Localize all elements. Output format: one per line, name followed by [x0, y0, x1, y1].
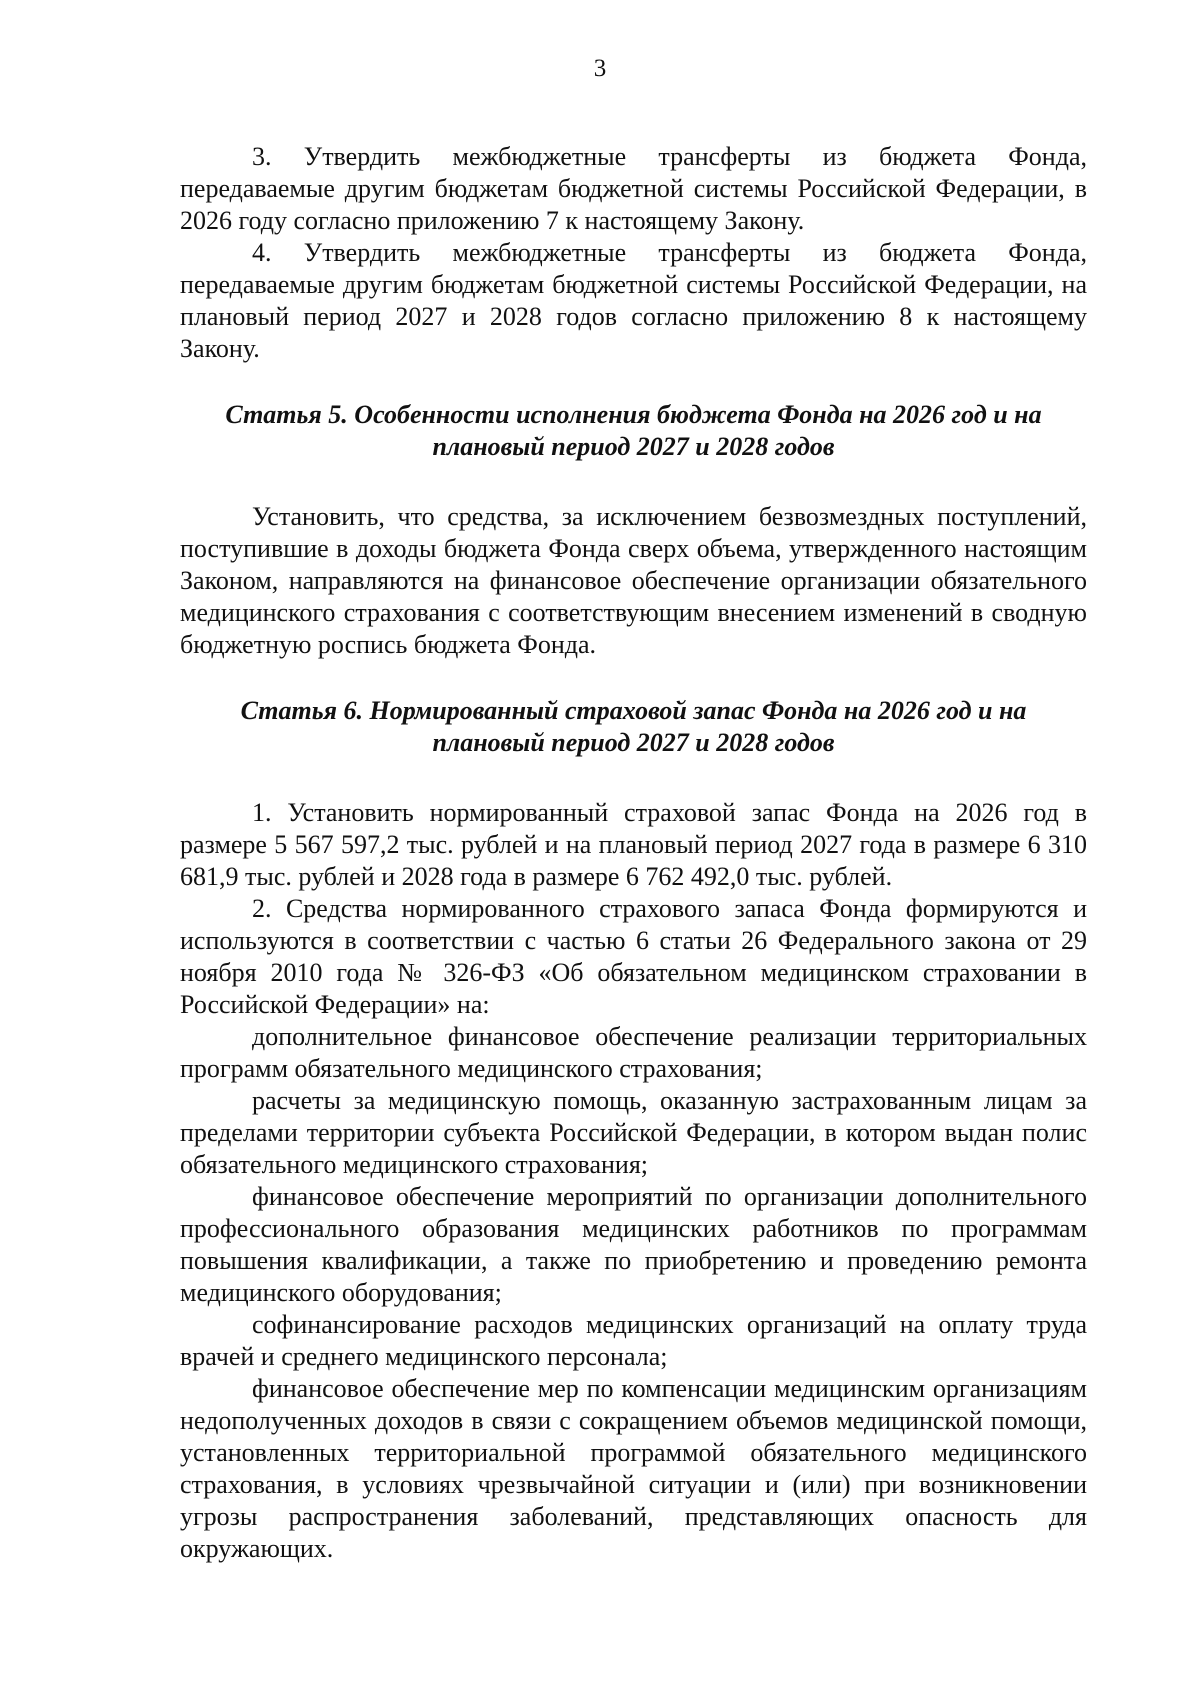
article-6-list-item: финансовое обеспечение мер по компенсации медицинским организациям недополученных доходов в связи с сокращением объемов медицинской помощи, установленных территориальной программой обязательного медицинского страхования, в условиях чрезвычайной ситуации и (или) при возникновении угрозы распространения заболеваний, представляющих опасность для окружающих. — [180, 1374, 1087, 1563]
article-5-paragraph: Установить, что средства, за исключением безвозмездных поступлений, поступившие в доходы бюджета Фонда сверх объема, утвержденного настоящим Законом, направляются на финансовое обеспечение организации обязательного медицинского страхования с соответствующим внесением изменений в сводную бюджетную роспись бюджета Фонда. — [180, 502, 1087, 659]
article-6-list-item: дополнительное финансовое обеспечение реализации территориальных программ обязательного медицинского страхования; — [180, 1022, 1087, 1083]
page-number: 3 — [593, 55, 607, 82]
paragraph-item-4: 4. Утвердить межбюджетные трансферты из бюджета Фонда, передаваемые другим бюджетам бюджетной системы Российской Федерации, на плановый период 2027 и 2028 годов согласно приложению 8 к настоящему Закону. — [180, 238, 1087, 363]
paragraph-item-3: 3. Утвердить межбюджетные трансферты из бюджета Фонда, передаваемые другим бюджетам бюджетной системы Российской Федерации, в 2026 году согласно приложению 7 к настоящему Закону. — [180, 142, 1087, 235]
article-5-title-line-1: Статья 5. Особенности исполнения бюджета Фонда на 2026 год и на — [225, 400, 1042, 429]
document-body — [180, 141, 1087, 1565]
article-5-heading — [180, 399, 1087, 463]
article-6-title-line-1: Статья 6. Нормированный страховой запас Фонда на 2026 год и на — [240, 696, 1027, 725]
article-6-list-item: софинансирование расходов медицинских организаций на оплату труда врачей и среднего медицинского персонала; — [180, 1310, 1087, 1371]
article-6-list-item: расчеты за медицинскую помощь, оказанную застрахованным лицам за пределами территории субъекта Российской Федерации, в котором выдан полис обязательного медицинского страхования; — [180, 1086, 1087, 1179]
article-6-heading — [180, 695, 1087, 759]
article-6-paragraph-2: 2. Средства нормированного страхового запаса Фонда формируются и используются в соответствии с частью 6 статьи 26 Федерального закона от 29 ноября 2010 года № 326-ФЗ «Об обязательном медицинском страховании в Российской Федерации» на: — [180, 894, 1087, 1019]
article-5-title-line-2: плановый период 2027 и 2028 годов — [432, 432, 835, 461]
article-6-title-line-2: плановый период 2027 и 2028 годов — [432, 728, 835, 757]
article-6-list-item: финансовое обеспечение мероприятий по организации дополнительного профессионального образования медицинских работников по программам повышения квалификации, а также по приобретению и проведению ремонта медицинского оборудования; — [180, 1182, 1087, 1307]
article-6-paragraph-1: 1. Установить нормированный страховой запас Фонда на 2026 год в размере 5 567 597,2 тыс. рублей и на плановый период 2027 года в размере 6 310 681,9 тыс. рублей и 2028 года в размере 6 762 492,0 тыс. рублей. — [180, 798, 1087, 891]
